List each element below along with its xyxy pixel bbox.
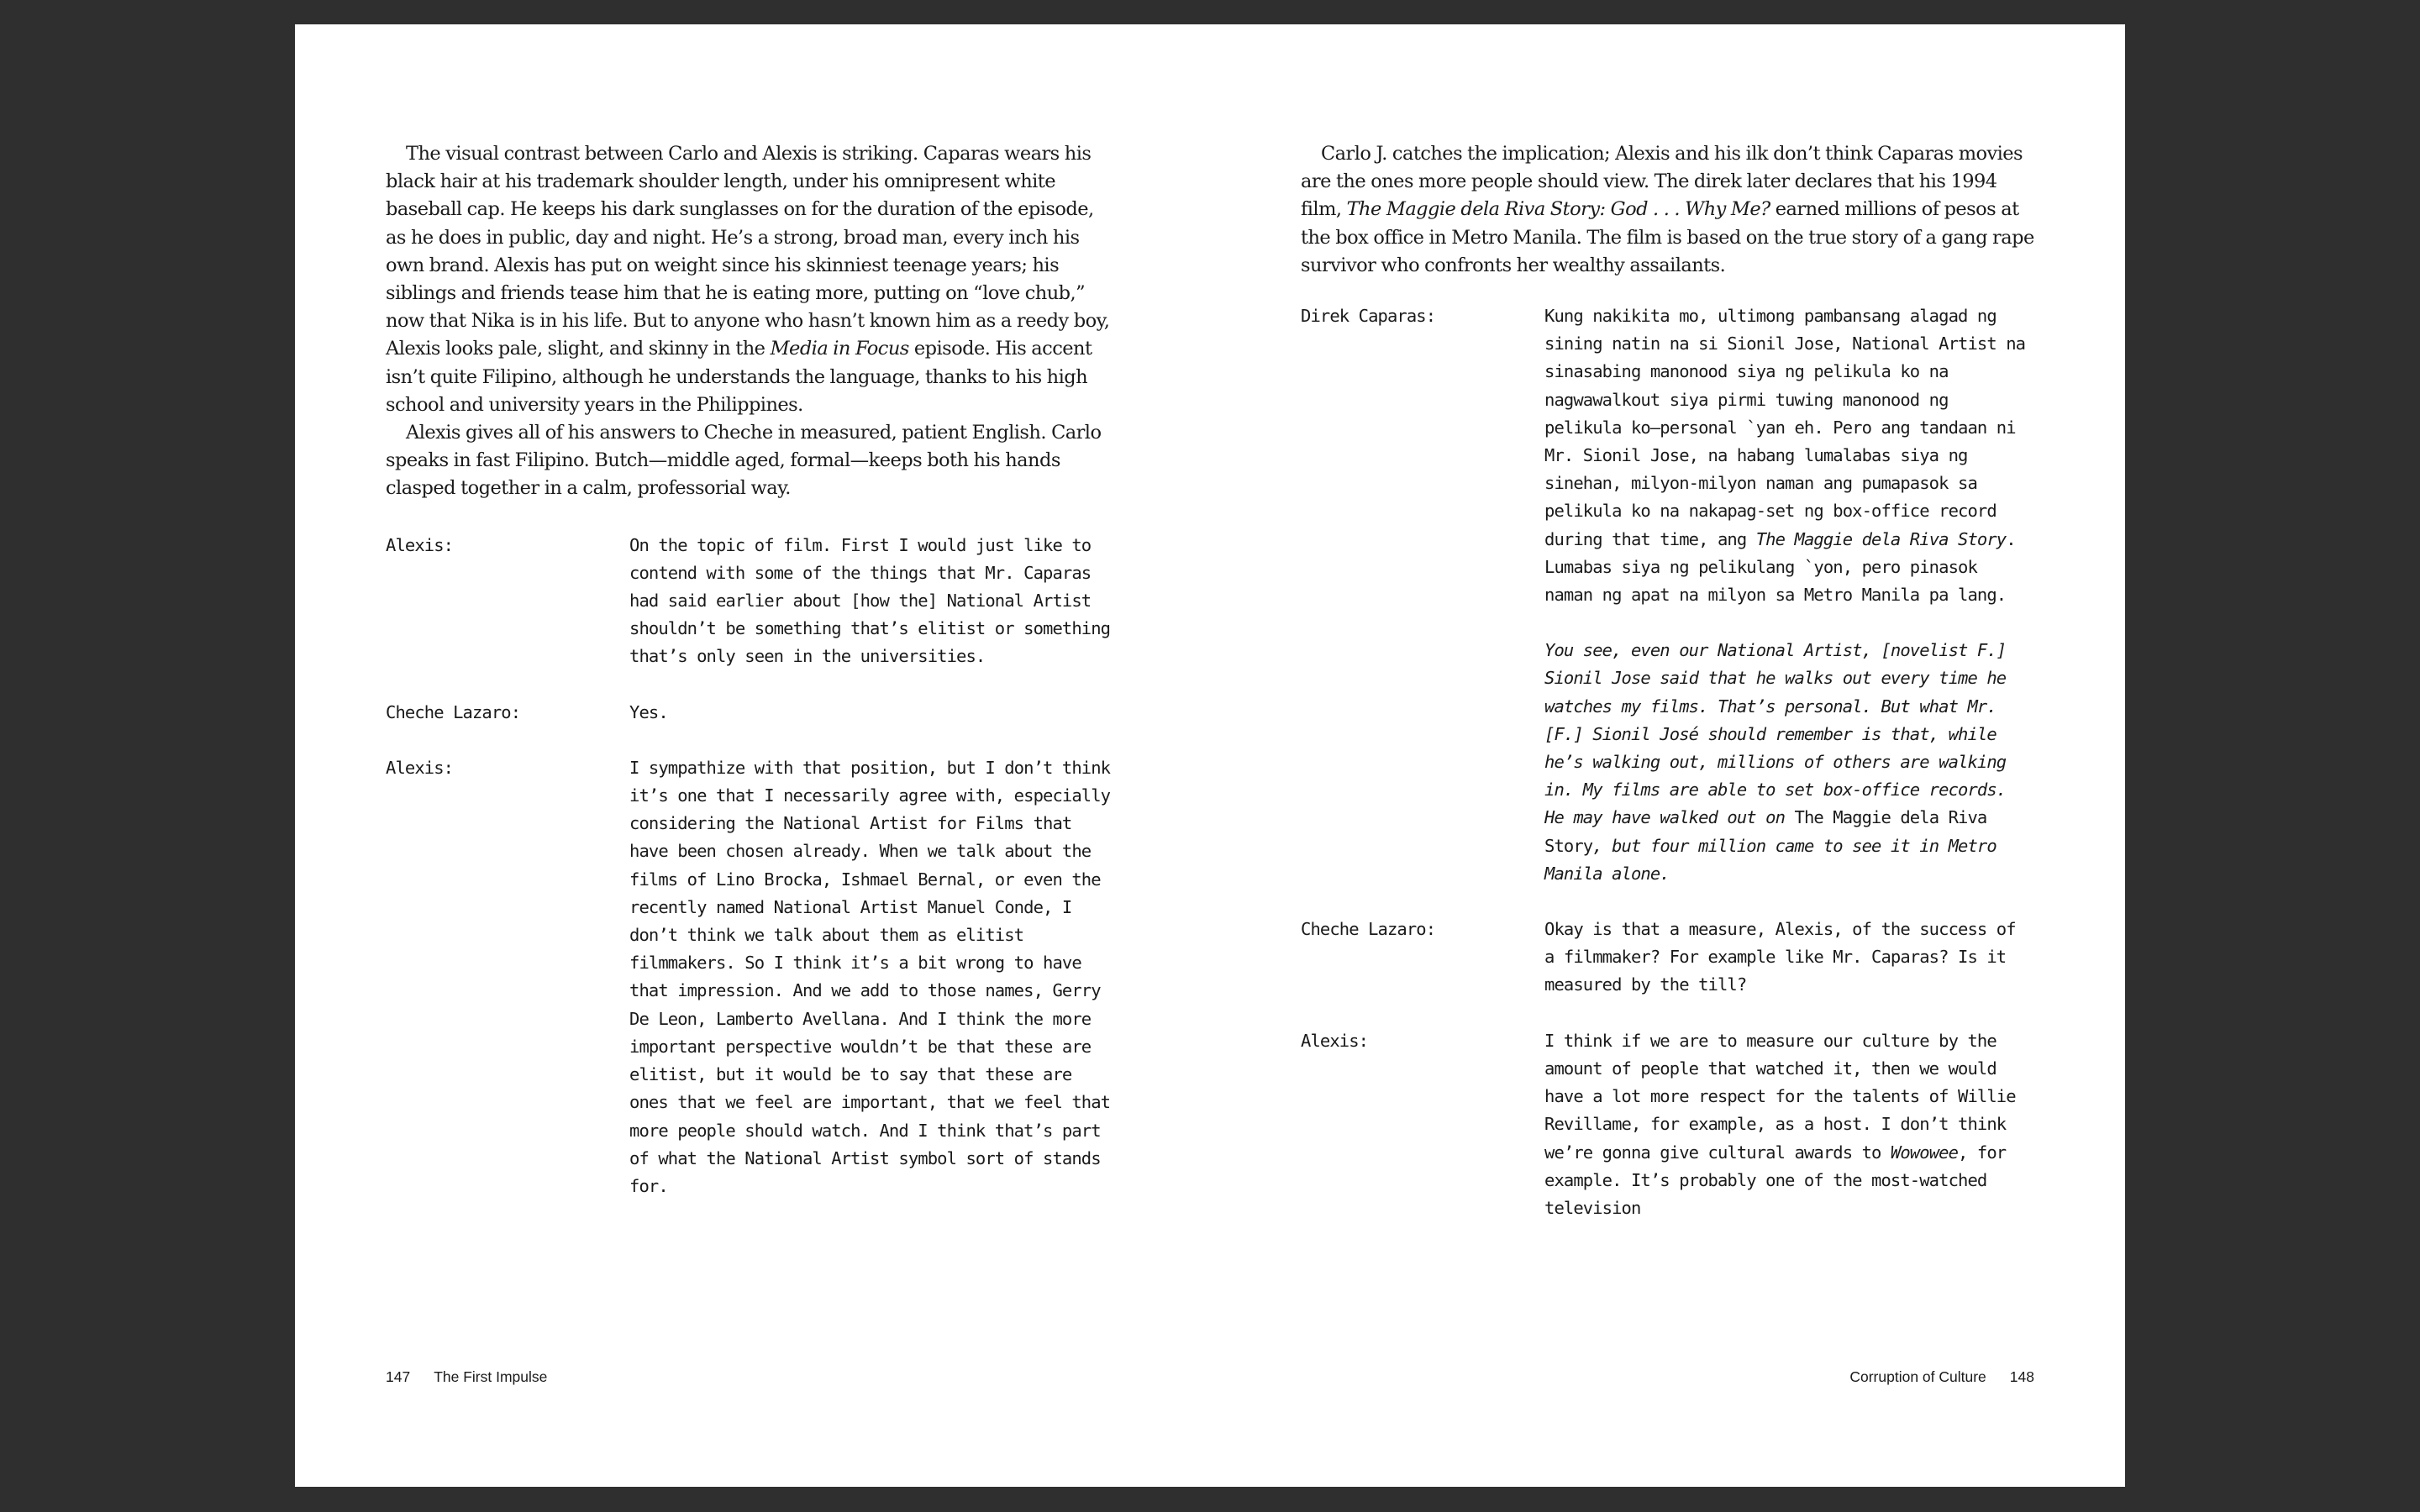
transcript-turn: [386, 699, 1118, 727]
speech-text: I think if we are to measure our culture by the amount of people that watched it, then we would have a lot more respect for the talents of Willie Revillame, for example, as a host. I don’t think we’re gonna give cultural awards to Wowowee, for example. It’s probably one of the most-watched television: [1544, 1030, 2016, 1218]
italic-title: The Maggie dela Riva Story: God . . . Why Me?: [1346, 198, 1770, 221]
transcript: [1301, 302, 2034, 1222]
paragraph: Alexis gives all of his answers to Cheche in measured, patient English. Carlo speaks in fast Filipino. Butch—middle aged, formal—keeps both his hands clasped together in a calm, professorial way.: [386, 422, 1102, 500]
transcript: [386, 532, 1118, 1200]
translation-quote: You see, even our National Artist, [novelist F.] Sionil Jose said that he walks out every time he watches my films. That’s personal. But what Mr. [F.] Sionil José should remember is that, while he’s walking out, millions of others are walking in. My films are able to set box-office records. He may have walked out on The Maggie dela Riva Story, but four million came to see it in Metro Manila alone.: [1544, 640, 2007, 884]
left-folio: [386, 1368, 547, 1386]
filipino-quote: Kung nakikita mo, ultimong pambansang alagad ng sining natin na si Sionil Jose, National Artist na sinasabing manonood siya ng pelikula ko na nagwawalkout siya pirmi tuwing manonood ng pelikula ko—personal `yan eh. Pero ang tandaan ni Mr. Sionil Jose, na habang lumalabas siya ng sinehan, milyon-milyon naman ang pumapasok sa pelikula ko na nakapag-set ng box-office record during that time, ang The Maggie dela Riva Story. Lumabas siya ng pelikulang `yon, pero pinasok naman ng apat na milyon sa Metro Manila pa lang.: [1544, 306, 2026, 606]
speech-text: On the topic of film. First I would just like to contend with some of the things that Mr. Caparas had said earlier about [how the] National Artist shouldn’t be something that’s elitist or something that’s only seen in the universities.: [629, 534, 1111, 667]
speaker-name: Alexis:: [1301, 1030, 1369, 1051]
left-page: [386, 24, 1118, 1487]
paragraph: Carlo J. catches the implication; Alexis and his ilk don’t think Caparas movies are the ones more people should view. The direk later declares that his 1994 film, The Maggie dela Riva Story: God . . . Why Me? earned millions of pesos at the box office in Metro Manila. The film is based on the true story of a gang rape survivor who confronts her wealthy assailants.: [1301, 143, 2034, 276]
speech-text: [1544, 302, 2034, 888]
transcript-turn: [386, 532, 1118, 671]
paragraph: The visual contrast between Carlo and Alexis is striking. Caparas wears his black hair at his trademark shoulder length, under his omnipresent white baseball cap. He keeps his dark sunglasses on for the duration of the episode, as he does in public, day and night. He’s a strong, broad man, every inch his own brand. Alexis has put on weight since his skinniest teenage years; his siblings and friends tease him that he is eating more, putting on “love chub,” now that Nika is in his life. But to anyone who hasn’t known him as a reedy boy, Alexis looks pale, slight, and skinny in the Media in Focus episode. His accent isn’t quite Filipino, although he understands the language, thanks to his high school and university years in the Philippines.: [386, 143, 1110, 416]
right-prose: [1301, 140, 2034, 280]
book-spread: [295, 24, 2125, 1487]
speaker-name: Cheche Lazaro:: [1301, 919, 1436, 940]
transcript-turn: [1301, 1027, 2034, 1222]
left-prose: [386, 140, 1118, 503]
running-title: The First Impulse: [434, 1368, 548, 1385]
speaker-name: Cheche Lazaro:: [386, 701, 521, 722]
right-folio: [1849, 1368, 2034, 1386]
speech-text: Yes.: [629, 701, 668, 722]
right-page: [1301, 24, 2034, 1487]
speaker-name: Alexis:: [386, 534, 454, 555]
running-title: Corruption of Culture: [1849, 1368, 1986, 1385]
speaker-name: Alexis:: [386, 757, 454, 778]
transcript-turn: [1301, 916, 2034, 1000]
italic-title: Media in Focus: [770, 338, 909, 360]
speaker-name: Direk Caparas:: [1301, 306, 1436, 327]
transcript-turn: [1301, 302, 2034, 888]
speech-text: Okay is that a measure, Alexis, of the success of a filmmaker? For example like Mr. Caparas? Is it measured by the till?: [1544, 919, 2016, 995]
page-number: 148: [2009, 1368, 2034, 1385]
page-number: 147: [386, 1368, 411, 1385]
transcript-turn: [386, 754, 1118, 1200]
speech-text: I sympathize with that position, but I don’t think it’s one that I necessarily agree with, especially considering the National Artist for Films that have been chosen already. When we talk about the films of Lino Brocka, Ishmael Bernal, or even the recently named National Artist Manuel Conde, I don’t think we talk about them as elitist filmmakers. So I think it’s a bit wrong to have that impression. And we add to those names, Gerry De Leon, Lamberto Avellana. And I think the more important perspective wouldn’t be that these are elitist, but it would be to say that these are ones that we feel are important, that we feel that more people should watch. And I think that’s part of what the National Artist symbol sort of stands for.: [629, 757, 1111, 1196]
